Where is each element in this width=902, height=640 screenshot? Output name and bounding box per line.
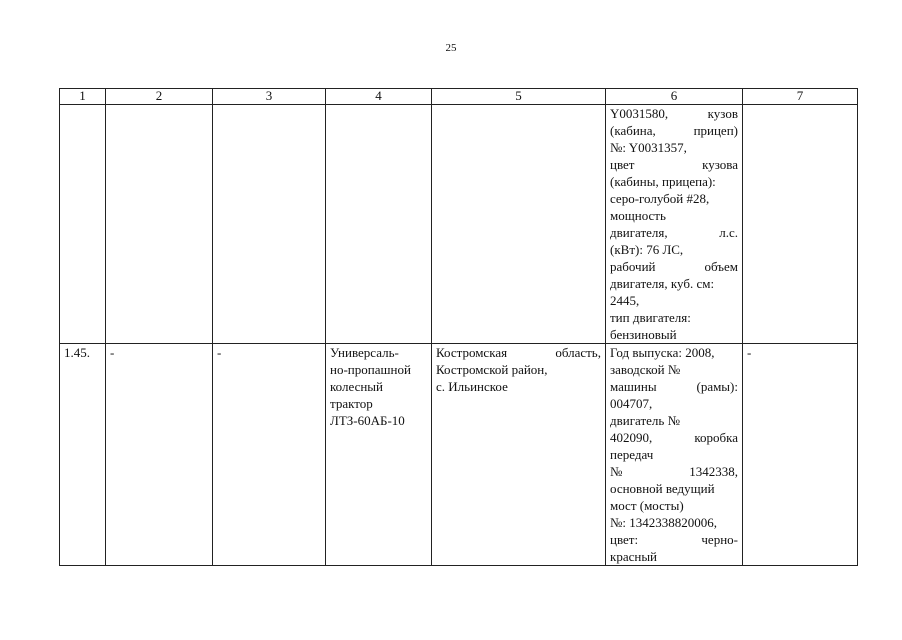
text-fragment: заводской № xyxy=(610,362,681,377)
text-fragment: 004707, xyxy=(610,396,653,411)
text-line xyxy=(436,361,601,378)
text-fragment: кузова xyxy=(702,157,738,172)
text-fragment: Y0031580, xyxy=(610,106,669,121)
text-line: колесный xyxy=(330,379,383,394)
text-line xyxy=(610,224,738,241)
text-line: но-пропашной xyxy=(330,362,411,377)
table-row xyxy=(60,344,858,566)
text-fragment: двигателя, куб. см: xyxy=(610,276,715,291)
text-line xyxy=(610,156,738,173)
text-line xyxy=(610,395,738,412)
text-fragment: кузов xyxy=(707,106,738,121)
cell-location xyxy=(432,344,606,566)
text-line xyxy=(436,344,601,361)
text-fragment: черно- xyxy=(701,532,738,547)
text-fragment: 1342338, xyxy=(689,464,738,479)
text-fragment: объем xyxy=(704,259,738,274)
cell-characteristics xyxy=(606,105,743,344)
text-line xyxy=(610,497,738,514)
text-line xyxy=(610,207,738,224)
text-fragment: 2445, xyxy=(610,293,640,308)
text-line xyxy=(610,446,738,463)
text-fragment: 402090, xyxy=(610,430,653,445)
header-col-1: 1 xyxy=(60,89,106,105)
text-line xyxy=(610,190,738,207)
text-line xyxy=(610,173,738,190)
text-fragment: тип двигателя: xyxy=(610,310,691,325)
cell-col3: - xyxy=(213,344,326,566)
cell-number: 1.45. xyxy=(60,344,106,566)
cell-col7: - xyxy=(743,344,858,566)
text-line xyxy=(610,344,738,361)
cell-number xyxy=(60,105,106,344)
text-line xyxy=(610,412,738,429)
text-fragment: № xyxy=(610,464,623,479)
text-line xyxy=(610,309,738,326)
text-fragment: цвет xyxy=(610,157,635,172)
cell-col2 xyxy=(106,105,213,344)
cell-characteristics xyxy=(606,344,743,566)
text-line xyxy=(610,292,738,309)
property-table xyxy=(59,88,858,566)
page-number: 25 xyxy=(445,42,457,54)
text-line xyxy=(610,463,738,480)
text-fragment: (кВт): 76 ЛС, xyxy=(610,242,684,257)
text-line: ЛТЗ-60АБ-10 xyxy=(330,413,405,428)
header-col-4: 4 xyxy=(326,89,432,105)
cell-col2: - xyxy=(106,344,213,566)
text-fragment: (кабина, xyxy=(610,123,656,138)
text-line xyxy=(610,122,738,139)
text-fragment: №: 1342338820006, xyxy=(610,515,718,530)
cell-object-name xyxy=(326,344,432,566)
text-fragment: с. Ильинское xyxy=(436,379,508,394)
text-fragment: Костромская xyxy=(436,345,508,360)
text-fragment: цвет: xyxy=(610,532,639,547)
text-fragment: двигатель № xyxy=(610,413,680,428)
cell-col7 xyxy=(743,105,858,344)
text-fragment: л.с. xyxy=(719,225,738,240)
text-fragment: мост (мосты) xyxy=(610,498,684,513)
text-fragment: (кабины, прицепа): xyxy=(610,174,716,189)
text-line xyxy=(610,378,738,395)
text-line xyxy=(610,531,738,548)
text-line xyxy=(610,548,738,565)
text-line xyxy=(610,139,738,156)
text-fragment: область, xyxy=(555,345,601,360)
cell-col3 xyxy=(213,105,326,344)
header-col-7: 7 xyxy=(743,89,858,105)
text-fragment: машины xyxy=(610,379,657,394)
text-line xyxy=(610,326,738,343)
text-fragment: двигателя, xyxy=(610,225,668,240)
text-fragment: красный xyxy=(610,549,658,564)
header-col-6: 6 xyxy=(606,89,743,105)
text-fragment: коробка xyxy=(694,430,738,445)
text-line: Универсаль- xyxy=(330,345,399,360)
text-line xyxy=(610,361,738,378)
text-fragment: Год выпуска: 2008, xyxy=(610,345,715,360)
text-line xyxy=(610,514,738,531)
table-row xyxy=(60,105,858,344)
header-col-5: 5 xyxy=(432,89,606,105)
text-fragment: серо-голубой #28, xyxy=(610,191,710,206)
text-line xyxy=(610,275,738,292)
text-fragment: основной ведущий xyxy=(610,481,715,496)
text-line xyxy=(436,378,601,395)
text-fragment: рабочий xyxy=(610,259,656,274)
text-line xyxy=(610,429,738,446)
text-line xyxy=(610,241,738,258)
text-line xyxy=(610,105,738,122)
text-line xyxy=(610,480,738,497)
text-line: трактор xyxy=(330,396,373,411)
text-fragment: прицеп) xyxy=(693,123,738,138)
cell-col5 xyxy=(432,105,606,344)
header-col-3: 3 xyxy=(213,89,326,105)
header-row xyxy=(60,89,858,105)
text-fragment: передач xyxy=(610,447,654,462)
text-fragment: Костромской район, xyxy=(436,362,548,377)
text-fragment: бензиновый xyxy=(610,327,677,342)
cell-col4 xyxy=(326,105,432,344)
header-col-2: 2 xyxy=(106,89,213,105)
text-fragment: (рамы): xyxy=(696,379,738,394)
text-line xyxy=(610,258,738,275)
text-fragment: №: Y0031357, xyxy=(610,140,687,155)
text-fragment: мощность xyxy=(610,208,666,223)
